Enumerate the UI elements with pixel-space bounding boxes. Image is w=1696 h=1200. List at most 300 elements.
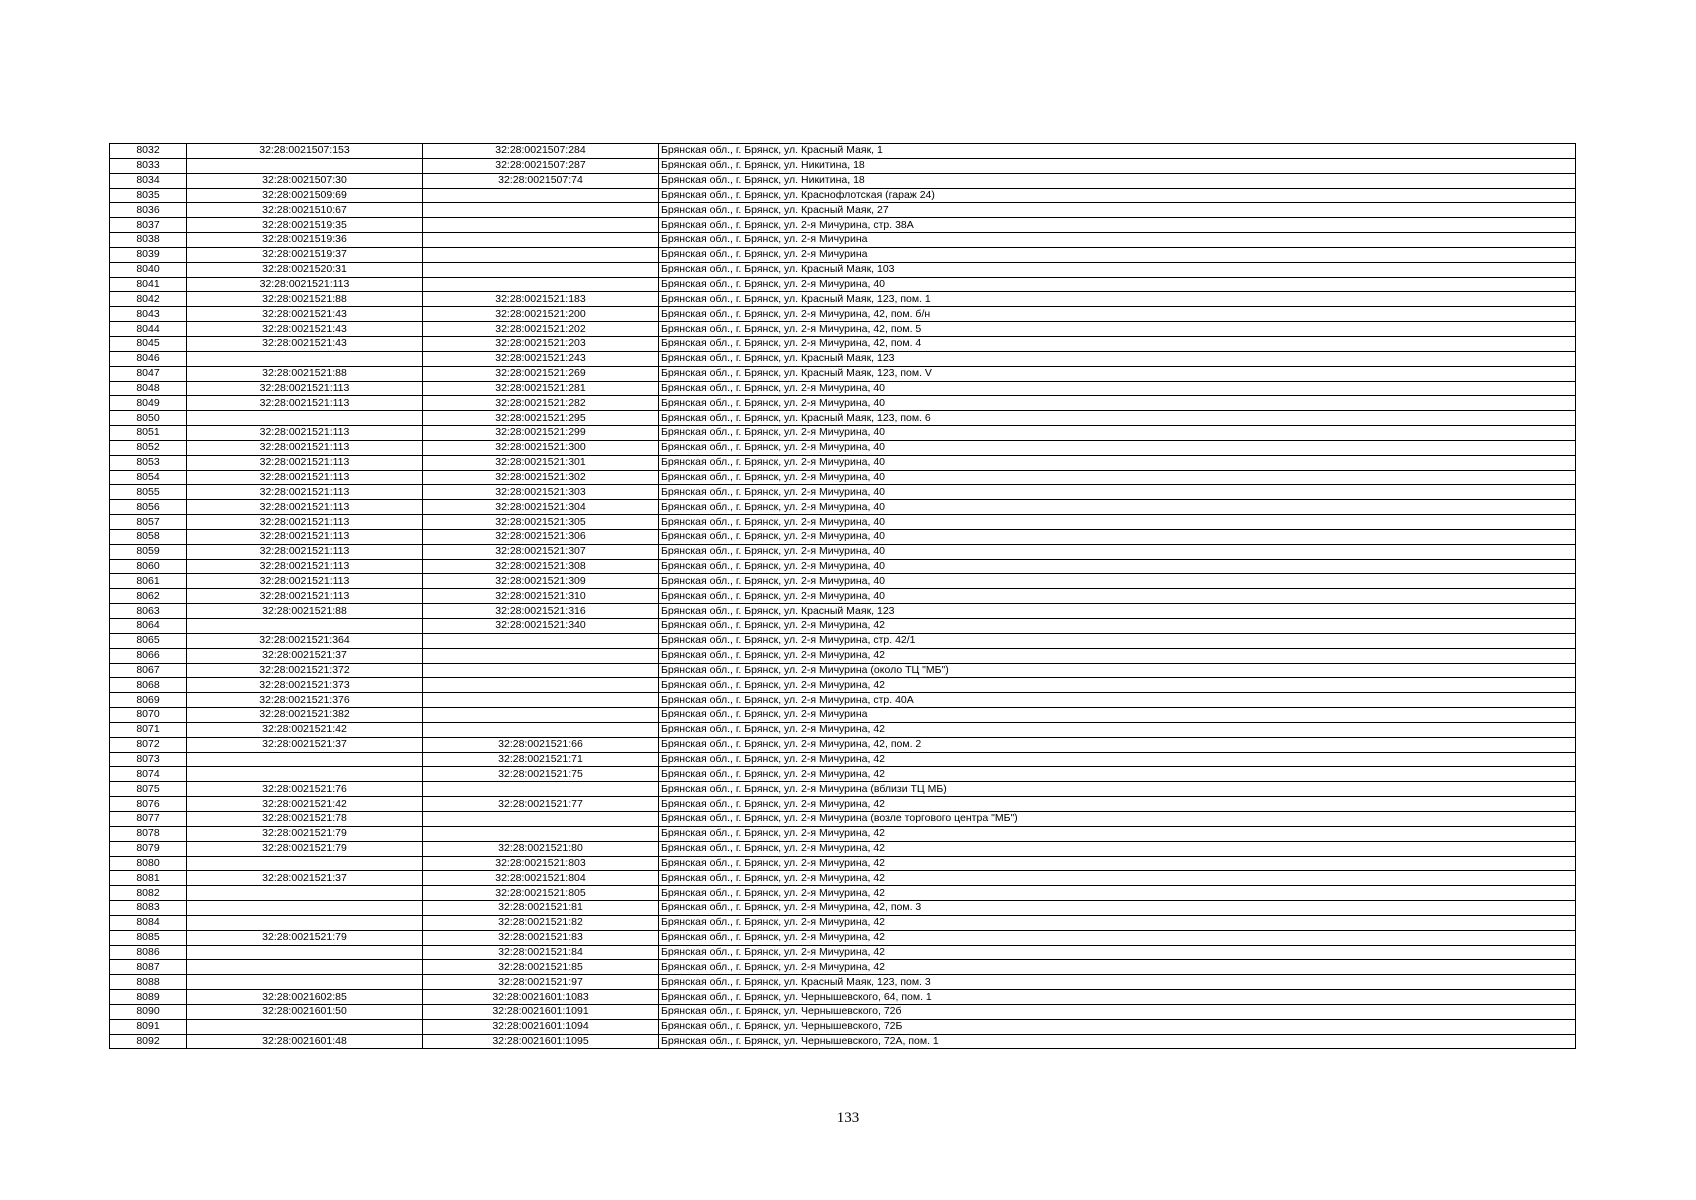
row-number-cell: 8036: [110, 203, 187, 218]
address-cell: Брянская обл., г. Брянск, ул. 2-я Мичурина, 42, пом. 2: [659, 737, 1576, 752]
object-cadastral-number-cell: 32:28:0021521:299: [423, 426, 659, 441]
address-cell: Брянская обл., г. Брянск, ул. 2-я Мичурина, 42: [659, 797, 1576, 812]
object-cadastral-number-cell: [423, 262, 659, 277]
object-cadastral-number-cell: 32:28:0021521:804: [423, 871, 659, 886]
address-cell: Брянская обл., г. Брянск, ул. Чернышевского, 64, пом. 1: [659, 990, 1576, 1005]
land-cadastral-number-cell: 32:28:0021521:113: [187, 515, 423, 530]
table-row: [110, 782, 1576, 797]
object-cadastral-number-cell: [423, 782, 659, 797]
land-cadastral-number-cell: 32:28:0021521:37: [187, 871, 423, 886]
table-row: [110, 158, 1576, 173]
address-cell: Брянская обл., г. Брянск, ул. 2-я Мичурина, 42: [659, 678, 1576, 693]
object-cadastral-number-cell: [423, 247, 659, 262]
land-cadastral-number-cell: 32:28:0021521:376: [187, 693, 423, 708]
table-row: [110, 975, 1576, 990]
table-row: [110, 559, 1576, 574]
row-number-cell: 8076: [110, 797, 187, 812]
address-cell: Брянская обл., г. Брянск, ул. 2-я Мичурина, 42: [659, 960, 1576, 975]
row-number-cell: 8078: [110, 826, 187, 841]
row-number-cell: 8069: [110, 693, 187, 708]
object-cadastral-number-cell: 32:28:0021601:1095: [423, 1034, 659, 1049]
address-cell: Брянская обл., г. Брянск, ул. 2-я Мичурина, 42, пом. 4: [659, 336, 1576, 351]
land-cadastral-number-cell: 32:28:0021521:113: [187, 455, 423, 470]
land-cadastral-number-cell: [187, 945, 423, 960]
land-cadastral-number-cell: 32:28:0021521:79: [187, 930, 423, 945]
table-row: [110, 901, 1576, 916]
land-cadastral-number-cell: 32:28:0021521:43: [187, 336, 423, 351]
row-number-cell: 8051: [110, 426, 187, 441]
table-row: [110, 915, 1576, 930]
table-row: [110, 144, 1576, 159]
address-cell: Брянская обл., г. Брянск, ул. 2-я Мичурина, 42: [659, 945, 1576, 960]
row-number-cell: 8039: [110, 247, 187, 262]
table-row: [110, 411, 1576, 426]
table-row: [110, 1019, 1576, 1034]
object-cadastral-number-cell: 32:28:0021521:310: [423, 589, 659, 604]
land-cadastral-number-cell: 32:28:0021521:382: [187, 708, 423, 723]
address-cell: Брянская обл., г. Брянск, ул. 2-я Мичурина: [659, 247, 1576, 262]
table-row: [110, 336, 1576, 351]
object-cadastral-number-cell: 32:28:0021521:66: [423, 737, 659, 752]
address-cell: Брянская обл., г. Брянск, ул. 2-я Мичурина, 40: [659, 426, 1576, 441]
land-cadastral-number-cell: 32:28:0021602:85: [187, 990, 423, 1005]
object-cadastral-number-cell: 32:28:0021521:302: [423, 470, 659, 485]
row-number-cell: 8048: [110, 381, 187, 396]
object-cadastral-number-cell: 32:28:0021521:301: [423, 455, 659, 470]
row-number-cell: 8087: [110, 960, 187, 975]
object-cadastral-number-cell: 32:28:0021521:82: [423, 915, 659, 930]
land-cadastral-number-cell: 32:28:0021521:113: [187, 544, 423, 559]
table-row: [110, 381, 1576, 396]
table-row: [110, 173, 1576, 188]
row-number-cell: 8089: [110, 990, 187, 1005]
row-number-cell: 8064: [110, 619, 187, 634]
land-cadastral-number-cell: 32:28:0021521:113: [187, 426, 423, 441]
address-cell: Брянская обл., г. Брянск, ул. 2-я Мичурина, 42, пом. б/н: [659, 307, 1576, 322]
table-row: [110, 648, 1576, 663]
land-cadastral-number-cell: 32:28:0021521:79: [187, 841, 423, 856]
address-cell: Брянская обл., г. Брянск, ул. 2-я Мичурина, 40: [659, 515, 1576, 530]
table-row: [110, 678, 1576, 693]
table-row: [110, 351, 1576, 366]
address-cell: Брянская обл., г. Брянск, ул. Чернышевского, 72А, пом. 1: [659, 1034, 1576, 1049]
address-cell: Брянская обл., г. Брянск, ул. Красный Маяк, 123: [659, 351, 1576, 366]
object-cadastral-number-cell: 32:28:0021521:306: [423, 529, 659, 544]
object-cadastral-number-cell: 32:28:0021521:81: [423, 901, 659, 916]
row-number-cell: 8037: [110, 218, 187, 233]
land-cadastral-number-cell: 32:28:0021507:153: [187, 144, 423, 159]
object-cadastral-number-cell: 32:28:0021521:805: [423, 886, 659, 901]
row-number-cell: 8062: [110, 589, 187, 604]
address-cell: Брянская обл., г. Брянск, ул. 2-я Мичурина, 40: [659, 440, 1576, 455]
table-row: [110, 826, 1576, 841]
object-cadastral-number-cell: 32:28:0021601:1094: [423, 1019, 659, 1034]
land-cadastral-number-cell: [187, 856, 423, 871]
land-cadastral-number-cell: 32:28:0021519:36: [187, 233, 423, 248]
object-cadastral-number-cell: 32:28:0021601:1083: [423, 990, 659, 1005]
row-number-cell: 8057: [110, 515, 187, 530]
object-cadastral-number-cell: 32:28:0021521:183: [423, 292, 659, 307]
object-cadastral-number-cell: 32:28:0021521:203: [423, 336, 659, 351]
address-cell: Брянская обл., г. Брянск, ул. 2-я Мичурина, стр. 40А: [659, 693, 1576, 708]
land-cadastral-number-cell: [187, 411, 423, 426]
table-row: [110, 722, 1576, 737]
address-cell: Брянская обл., г. Брянск, ул. Красный Маяк, 123, пом. V: [659, 366, 1576, 381]
land-cadastral-number-cell: [187, 752, 423, 767]
address-cell: Брянская обл., г. Брянск, ул. 2-я Мичурина, 42: [659, 856, 1576, 871]
land-cadastral-number-cell: [187, 915, 423, 930]
row-number-cell: 8080: [110, 856, 187, 871]
land-cadastral-number-cell: 32:28:0021521:372: [187, 663, 423, 678]
table-row: [110, 203, 1576, 218]
address-cell: Брянская обл., г. Брянск, ул. 2-я Мичурина, 40: [659, 485, 1576, 500]
land-cadastral-number-cell: 32:28:0021520:31: [187, 262, 423, 277]
land-cadastral-number-cell: 32:28:0021521:76: [187, 782, 423, 797]
table-row: [110, 440, 1576, 455]
land-cadastral-number-cell: 32:28:0021521:113: [187, 440, 423, 455]
land-cadastral-number-cell: 32:28:0021521:113: [187, 529, 423, 544]
address-cell: Брянская обл., г. Брянск, ул. Красный Маяк, 123: [659, 604, 1576, 619]
object-cadastral-number-cell: 32:28:0021521:80: [423, 841, 659, 856]
row-number-cell: 8047: [110, 366, 187, 381]
address-cell: Брянская обл., г. Брянск, ул. 2-я Мичурина, 42: [659, 930, 1576, 945]
row-number-cell: 8065: [110, 633, 187, 648]
land-cadastral-number-cell: 32:28:0021521:43: [187, 322, 423, 337]
table-row: [110, 485, 1576, 500]
table-row: [110, 515, 1576, 530]
table-row: [110, 396, 1576, 411]
land-cadastral-number-cell: 32:28:0021521:42: [187, 722, 423, 737]
table-row: [110, 455, 1576, 470]
address-cell: Брянская обл., г. Брянск, ул. 2-я Мичурина, 42, пом. 5: [659, 322, 1576, 337]
table-row: [110, 188, 1576, 203]
land-cadastral-number-cell: 32:28:0021521:42: [187, 797, 423, 812]
row-number-cell: 8084: [110, 915, 187, 930]
table-row: [110, 990, 1576, 1005]
table-row: [110, 426, 1576, 441]
address-cell: Брянская обл., г. Брянск, ул. Красный Маяк, 123, пом. 6: [659, 411, 1576, 426]
row-number-cell: 8061: [110, 574, 187, 589]
table-row: [110, 930, 1576, 945]
row-number-cell: 8059: [110, 544, 187, 559]
row-number-cell: 8055: [110, 485, 187, 500]
object-cadastral-number-cell: [423, 722, 659, 737]
object-cadastral-number-cell: 32:28:0021521:281: [423, 381, 659, 396]
address-cell: Брянская обл., г. Брянск, ул. 2-я Мичурина, 42, пом. 3: [659, 901, 1576, 916]
table-body: [110, 144, 1576, 1049]
land-cadastral-number-cell: [187, 975, 423, 990]
table-row: [110, 292, 1576, 307]
table-row: [110, 247, 1576, 262]
table-row: [110, 693, 1576, 708]
row-number-cell: 8067: [110, 663, 187, 678]
address-cell: Брянская обл., г. Брянск, ул. 2-я Мичурина, 40: [659, 470, 1576, 485]
object-cadastral-number-cell: [423, 678, 659, 693]
object-cadastral-number-cell: 32:28:0021521:269: [423, 366, 659, 381]
land-cadastral-number-cell: [187, 351, 423, 366]
land-cadastral-number-cell: 32:28:0021521:113: [187, 589, 423, 604]
address-cell: Брянская обл., г. Брянск, ул. 2-я Мичурина, 42: [659, 767, 1576, 782]
land-cadastral-number-cell: 32:28:0021519:37: [187, 247, 423, 262]
land-cadastral-number-cell: 32:28:0021521:113: [187, 559, 423, 574]
table-row: [110, 619, 1576, 634]
object-cadastral-number-cell: [423, 277, 659, 292]
address-cell: Брянская обл., г. Брянск, ул. 2-я Мичурина, 42: [659, 871, 1576, 886]
table-row: [110, 604, 1576, 619]
table-row: [110, 960, 1576, 975]
object-cadastral-number-cell: 32:28:0021521:305: [423, 515, 659, 530]
table-row: [110, 544, 1576, 559]
address-cell: Брянская обл., г. Брянск, ул. Краснофлотская (гараж 24): [659, 188, 1576, 203]
row-number-cell: 8034: [110, 173, 187, 188]
table-row: [110, 886, 1576, 901]
land-cadastral-number-cell: 32:28:0021521:88: [187, 604, 423, 619]
table-row: [110, 1004, 1576, 1019]
row-number-cell: 8049: [110, 396, 187, 411]
land-cadastral-number-cell: 32:28:0021521:78: [187, 811, 423, 826]
address-cell: Брянская обл., г. Брянск, ул. Никитина, 18: [659, 173, 1576, 188]
object-cadastral-number-cell: 32:28:0021521:803: [423, 856, 659, 871]
address-cell: Брянская обл., г. Брянск, ул. 2-я Мичурина, 42: [659, 648, 1576, 663]
land-cadastral-number-cell: [187, 767, 423, 782]
table-row: [110, 262, 1576, 277]
land-cadastral-number-cell: 32:28:0021521:79: [187, 826, 423, 841]
address-cell: Брянская обл., г. Брянск, ул. Никитина, 18: [659, 158, 1576, 173]
address-cell: Брянская обл., г. Брянск, ул. 2-я Мичурина, 42: [659, 886, 1576, 901]
land-cadastral-number-cell: [187, 886, 423, 901]
land-cadastral-number-cell: [187, 901, 423, 916]
object-cadastral-number-cell: 32:28:0021521:282: [423, 396, 659, 411]
row-number-cell: 8042: [110, 292, 187, 307]
address-cell: Брянская обл., г. Брянск, ул. 2-я Мичурина, 40: [659, 574, 1576, 589]
address-cell: Брянская обл., г. Брянск, ул. 2-я Мичурина, 40: [659, 381, 1576, 396]
table-row: [110, 708, 1576, 723]
row-number-cell: 8038: [110, 233, 187, 248]
land-cadastral-number-cell: 32:28:0021507:30: [187, 173, 423, 188]
address-cell: Брянская обл., г. Брянск, ул. 2-я Мичурина, 40: [659, 589, 1576, 604]
table-row: [110, 663, 1576, 678]
land-cadastral-number-cell: 32:28:0021521:37: [187, 737, 423, 752]
row-number-cell: 8056: [110, 500, 187, 515]
object-cadastral-number-cell: [423, 648, 659, 663]
address-cell: Брянская обл., г. Брянск, ул. 2-я Мичурина, 42: [659, 722, 1576, 737]
land-cadastral-number-cell: 32:28:0021521:88: [187, 292, 423, 307]
address-cell: Брянская обл., г. Брянск, ул. Красный Маяк, 27: [659, 203, 1576, 218]
land-cadastral-number-cell: 32:28:0021519:35: [187, 218, 423, 233]
object-cadastral-number-cell: 32:28:0021521:316: [423, 604, 659, 619]
object-cadastral-number-cell: 32:28:0021521:303: [423, 485, 659, 500]
object-cadastral-number-cell: 32:28:0021521:85: [423, 960, 659, 975]
land-cadastral-number-cell: 32:28:0021521:113: [187, 470, 423, 485]
object-cadastral-number-cell: 32:28:0021521:75: [423, 767, 659, 782]
address-cell: Брянская обл., г. Брянск, ул. 2-я Мичурина, 40: [659, 277, 1576, 292]
object-cadastral-number-cell: 32:28:0021521:309: [423, 574, 659, 589]
address-cell: Брянская обл., г. Брянск, ул. Чернышевского, 72Б: [659, 1019, 1576, 1034]
object-cadastral-number-cell: [423, 708, 659, 723]
object-cadastral-number-cell: [423, 203, 659, 218]
address-cell: Брянская обл., г. Брянск, ул. 2-я Мичурина, 40: [659, 396, 1576, 411]
object-cadastral-number-cell: 32:28:0021521:340: [423, 619, 659, 634]
row-number-cell: 8091: [110, 1019, 187, 1034]
object-cadastral-number-cell: 32:28:0021521:304: [423, 500, 659, 515]
row-number-cell: 8041: [110, 277, 187, 292]
row-number-cell: 8071: [110, 722, 187, 737]
object-cadastral-number-cell: 32:28:0021507:74: [423, 173, 659, 188]
row-number-cell: 8058: [110, 529, 187, 544]
row-number-cell: 8072: [110, 737, 187, 752]
object-cadastral-number-cell: 32:28:0021521:300: [423, 440, 659, 455]
object-cadastral-number-cell: [423, 693, 659, 708]
land-cadastral-number-cell: [187, 158, 423, 173]
land-cadastral-number-cell: [187, 619, 423, 634]
table-row: [110, 856, 1576, 871]
land-cadastral-number-cell: 32:28:0021521:113: [187, 277, 423, 292]
address-cell: Брянская обл., г. Брянск, ул. 2-я Мичурина, 42: [659, 619, 1576, 634]
land-cadastral-number-cell: 32:28:0021521:113: [187, 381, 423, 396]
page-number: 133: [836, 1110, 860, 1126]
object-cadastral-number-cell: 32:28:0021521:83: [423, 930, 659, 945]
table-row: [110, 797, 1576, 812]
row-number-cell: 8043: [110, 307, 187, 322]
table-row: [110, 737, 1576, 752]
land-cadastral-number-cell: 32:28:0021521:113: [187, 500, 423, 515]
object-cadastral-number-cell: [423, 663, 659, 678]
address-cell: Брянская обл., г. Брянск, ул. 2-я Мичурина, 42: [659, 841, 1576, 856]
table-row: [110, 233, 1576, 248]
row-number-cell: 8088: [110, 975, 187, 990]
object-cadastral-number-cell: 32:28:0021521:97: [423, 975, 659, 990]
object-cadastral-number-cell: 32:28:0021521:295: [423, 411, 659, 426]
object-cadastral-number-cell: [423, 811, 659, 826]
address-cell: Брянская обл., г. Брянск, ул. Красный Маяк, 123, пом. 1: [659, 292, 1576, 307]
row-number-cell: 8090: [110, 1004, 187, 1019]
address-cell: Брянская обл., г. Брянск, ул. Красный Маяк, 123, пом. 3: [659, 975, 1576, 990]
table-row: [110, 574, 1576, 589]
object-cadastral-number-cell: 32:28:0021521:202: [423, 322, 659, 337]
address-cell: Брянская обл., г. Брянск, ул. 2-я Мичурина, 40: [659, 529, 1576, 544]
row-number-cell: 8082: [110, 886, 187, 901]
row-number-cell: 8063: [110, 604, 187, 619]
table-row: [110, 945, 1576, 960]
object-cadastral-number-cell: 32:28:0021601:1091: [423, 1004, 659, 1019]
row-number-cell: 8045: [110, 336, 187, 351]
land-cadastral-number-cell: 32:28:0021521:364: [187, 633, 423, 648]
row-number-cell: 8040: [110, 262, 187, 277]
row-number-cell: 8033: [110, 158, 187, 173]
row-number-cell: 8044: [110, 322, 187, 337]
row-number-cell: 8083: [110, 901, 187, 916]
table-row: [110, 633, 1576, 648]
cadastral-table: [109, 143, 1576, 1049]
table-row: [110, 752, 1576, 767]
object-cadastral-number-cell: [423, 633, 659, 648]
address-cell: Брянская обл., г. Брянск, ул. 2-я Мичурина, 42: [659, 826, 1576, 841]
row-number-cell: 8085: [110, 930, 187, 945]
row-number-cell: 8081: [110, 871, 187, 886]
table-row: [110, 811, 1576, 826]
land-cadastral-number-cell: 32:28:0021521:37: [187, 648, 423, 663]
object-cadastral-number-cell: 32:28:0021521:71: [423, 752, 659, 767]
row-number-cell: 8077: [110, 811, 187, 826]
object-cadastral-number-cell: 32:28:0021507:287: [423, 158, 659, 173]
object-cadastral-number-cell: 32:28:0021521:200: [423, 307, 659, 322]
row-number-cell: 8054: [110, 470, 187, 485]
object-cadastral-number-cell: 32:28:0021521:307: [423, 544, 659, 559]
land-cadastral-number-cell: 32:28:0021521:113: [187, 574, 423, 589]
table-row: [110, 871, 1576, 886]
address-cell: Брянская обл., г. Брянск, ул. 2-я Мичурина: [659, 708, 1576, 723]
address-cell: Брянская обл., г. Брянск, ул. 2-я Мичурина (около ТЦ "МБ"): [659, 663, 1576, 678]
address-cell: Брянская обл., г. Брянск, ул. 2-я Мичурина (вблизи ТЦ МБ): [659, 782, 1576, 797]
row-number-cell: 8079: [110, 841, 187, 856]
table-row: [110, 470, 1576, 485]
table-row: [110, 277, 1576, 292]
object-cadastral-number-cell: 32:28:0021507:284: [423, 144, 659, 159]
land-cadastral-number-cell: 32:28:0021521:43: [187, 307, 423, 322]
object-cadastral-number-cell: [423, 218, 659, 233]
object-cadastral-number-cell: [423, 233, 659, 248]
row-number-cell: 8092: [110, 1034, 187, 1049]
land-cadastral-number-cell: [187, 1019, 423, 1034]
row-number-cell: 8032: [110, 144, 187, 159]
row-number-cell: 8035: [110, 188, 187, 203]
land-cadastral-number-cell: 32:28:0021509:69: [187, 188, 423, 203]
table-row: [110, 500, 1576, 515]
address-cell: Брянская обл., г. Брянск, ул. 2-я Мичурина, 40: [659, 544, 1576, 559]
address-cell: Брянская обл., г. Брянск, ул. 2-я Мичурина, 40: [659, 500, 1576, 515]
object-cadastral-number-cell: 32:28:0021521:84: [423, 945, 659, 960]
table-row: [110, 767, 1576, 782]
table-row: [110, 589, 1576, 604]
row-number-cell: 8060: [110, 559, 187, 574]
address-cell: Брянская обл., г. Брянск, ул. Красный Маяк, 103: [659, 262, 1576, 277]
table-row: [110, 218, 1576, 233]
row-number-cell: 8053: [110, 455, 187, 470]
row-number-cell: 8046: [110, 351, 187, 366]
table-row: [110, 307, 1576, 322]
object-cadastral-number-cell: 32:28:0021521:243: [423, 351, 659, 366]
row-number-cell: 8074: [110, 767, 187, 782]
land-cadastral-number-cell: 32:28:0021521:373: [187, 678, 423, 693]
row-number-cell: 8066: [110, 648, 187, 663]
table-row: [110, 1034, 1576, 1049]
address-cell: Брянская обл., г. Брянск, ул. 2-я Мичурина, стр. 38А: [659, 218, 1576, 233]
row-number-cell: 8086: [110, 945, 187, 960]
address-cell: Брянская обл., г. Брянск, ул. Красный Маяк, 1: [659, 144, 1576, 159]
land-cadastral-number-cell: 32:28:0021601:50: [187, 1004, 423, 1019]
row-number-cell: 8073: [110, 752, 187, 767]
land-cadastral-number-cell: 32:28:0021521:88: [187, 366, 423, 381]
land-cadastral-number-cell: [187, 960, 423, 975]
object-cadastral-number-cell: [423, 188, 659, 203]
row-number-cell: 8068: [110, 678, 187, 693]
row-number-cell: 8070: [110, 708, 187, 723]
object-cadastral-number-cell: [423, 826, 659, 841]
address-cell: Брянская обл., г. Брянск, ул. 2-я Мичурина, 42: [659, 915, 1576, 930]
address-cell: Брянская обл., г. Брянск, ул. 2-я Мичурина, 40: [659, 559, 1576, 574]
address-cell: Брянская обл., г. Брянск, ул. 2-я Мичурина, 42: [659, 752, 1576, 767]
row-number-cell: 8075: [110, 782, 187, 797]
land-cadastral-number-cell: 32:28:0021601:48: [187, 1034, 423, 1049]
address-cell: Брянская обл., г. Брянск, ул. 2-я Мичурина, 40: [659, 455, 1576, 470]
table-row: [110, 529, 1576, 544]
address-cell: Брянская обл., г. Брянск, ул. 2-я Мичурина: [659, 233, 1576, 248]
address-cell: Брянская обл., г. Брянск, ул. Чернышевского, 72б: [659, 1004, 1576, 1019]
land-cadastral-number-cell: 32:28:0021521:113: [187, 485, 423, 500]
row-number-cell: 8050: [110, 411, 187, 426]
land-cadastral-number-cell: 32:28:0021521:113: [187, 396, 423, 411]
object-cadastral-number-cell: 32:28:0021521:308: [423, 559, 659, 574]
